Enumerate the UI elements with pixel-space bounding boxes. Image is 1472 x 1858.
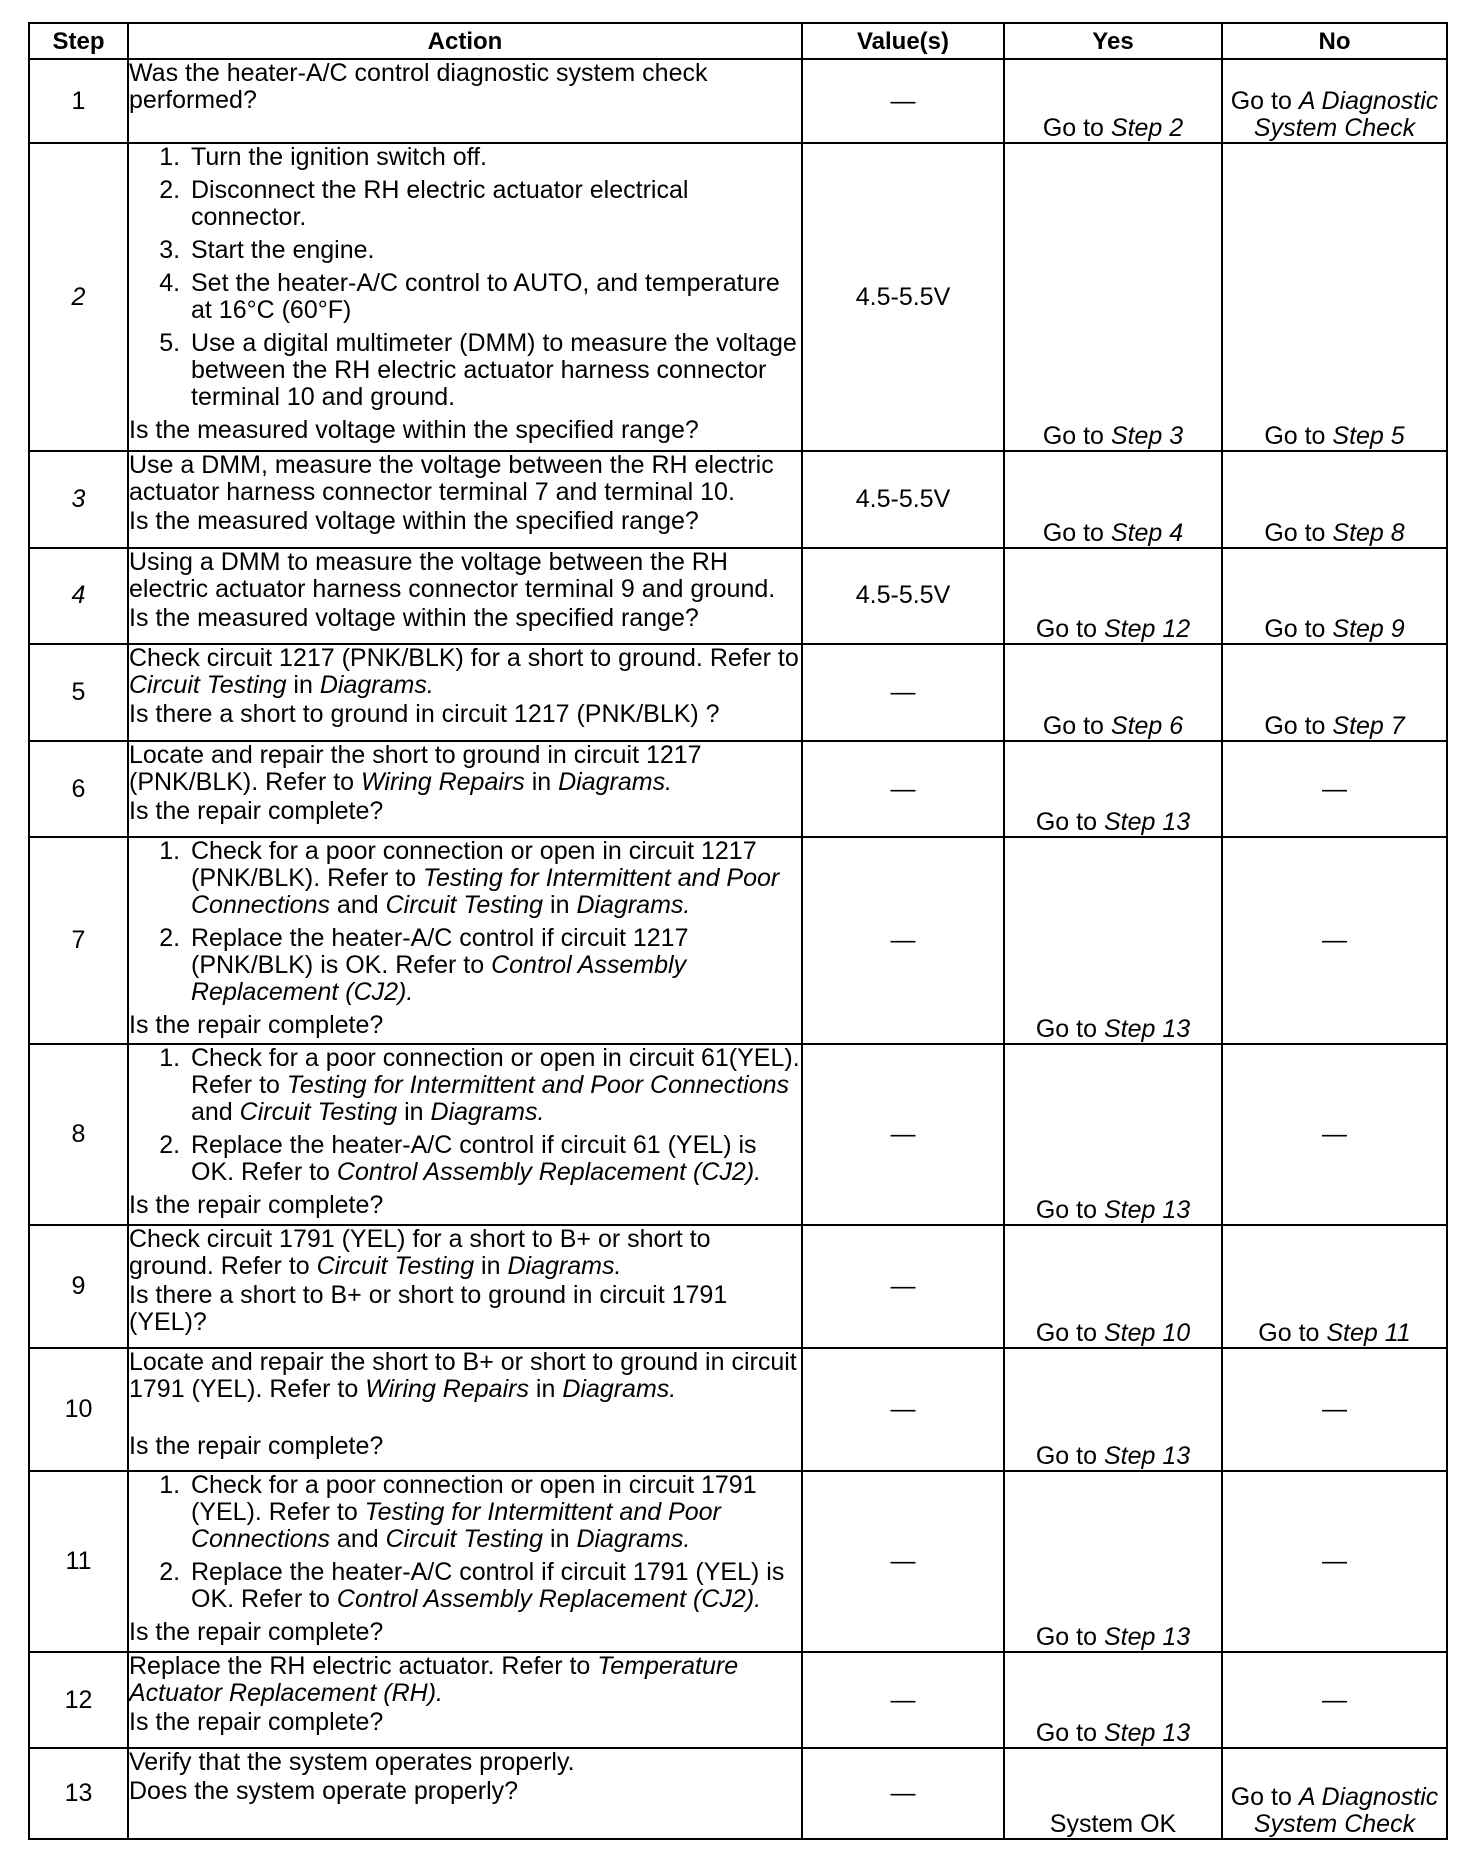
list-item-text: Check for a poor connection or open in circuit 61(YEL). Refer to (191, 1044, 800, 1100)
reference-link: Testing for Intermittent and Poor Connections (191, 1497, 721, 1553)
no-cell (1222, 59, 1447, 143)
action-text (129, 645, 801, 699)
action-text-part: in (286, 671, 320, 700)
list-item-text: in (543, 1524, 577, 1553)
step-number: 5 (29, 644, 128, 741)
list-item (187, 838, 801, 919)
value-cell: 4.5-5.5V (802, 451, 1004, 548)
action-cell (128, 548, 802, 645)
action-cell (128, 1044, 802, 1225)
action-cell (128, 1225, 802, 1348)
value-cell: — (802, 1471, 1004, 1652)
value-cell: — (802, 837, 1004, 1044)
value-cell: 4.5-5.5V (802, 143, 1004, 451)
action-text-part: in (528, 1375, 563, 1404)
no-ref: Step 9 (1332, 615, 1405, 644)
no-cell (1222, 1225, 1447, 1348)
reference-link: Diagrams. (507, 1252, 622, 1281)
list-item: 1. Turn the ignition switch off. (187, 144, 801, 171)
action-text-part: in (524, 767, 559, 796)
no-cell: — (1222, 741, 1447, 838)
no-ref: Step 11 (1326, 1319, 1411, 1348)
yes-prefix: Go to (1042, 114, 1111, 143)
action-text: Verify that the system operates properly. (129, 1748, 575, 1777)
yes-prefix: Go to (1035, 1622, 1104, 1651)
yes-cell (1004, 143, 1222, 451)
table-row (29, 741, 1447, 838)
reference-link: Control Assembly Replacement (CJ2). (336, 1584, 762, 1613)
action-text: Was the heater-A/C control diagnostic system check performed? (129, 59, 708, 114)
yes-prefix: Go to (1035, 808, 1104, 837)
action-list (129, 144, 801, 411)
yes-ref: Step 12 (1103, 615, 1191, 644)
step-number: 11 (29, 1471, 128, 1652)
reference-link: Diagrams. (558, 767, 673, 796)
table-row (29, 1348, 1447, 1471)
action-question: Is the repair complete? (129, 1432, 384, 1461)
list-item-text: and (191, 1098, 240, 1127)
list-item-text: Check for a poor connection or open in circuit 1791 (YEL). Refer to (191, 1470, 757, 1526)
yes-ref: Step 13 (1103, 1015, 1191, 1044)
list-item: 4. Set the heater-A/C control to AUTO, and temperature at 16°C (60°F) (187, 270, 801, 324)
action-text (129, 1226, 801, 1280)
yes-ref: Step 13 (1103, 1196, 1191, 1225)
action-text-part: Locate and repair the short to B+ or short to ground in circuit 1791 (YEL). Refer to (129, 1348, 797, 1404)
yes-cell (1004, 1471, 1222, 1652)
action-question: Is the repair complete? (129, 796, 384, 825)
yes-prefix: Go to (1035, 1719, 1104, 1748)
action-text-part: Check circuit 1217 (PNK/BLK) for a short to ground. Refer to (129, 644, 799, 673)
action-text (129, 742, 801, 796)
action-text (129, 1653, 801, 1707)
reference-link: Diagrams. (430, 1098, 545, 1127)
step-number: 7 (29, 837, 128, 1044)
action-cell (128, 1348, 802, 1471)
step-number: 1 (29, 59, 128, 143)
action-cell (128, 644, 802, 741)
step-number: 12 (29, 1652, 128, 1749)
yes-prefix: Go to (1042, 711, 1111, 740)
no-cell: — (1222, 1348, 1447, 1471)
yes-cell (1004, 451, 1222, 548)
no-cell: — (1222, 1652, 1447, 1749)
yes-cell (1004, 1225, 1222, 1348)
no-ref: A Diagnostic System Check (1253, 87, 1439, 143)
value-cell: — (802, 1348, 1004, 1471)
table-row (29, 1748, 1447, 1839)
step-number: 8 (29, 1044, 128, 1225)
table-row (29, 837, 1447, 1044)
diagnostic-table (28, 22, 1448, 1840)
list-item (187, 1559, 801, 1613)
table-row (29, 1471, 1447, 1652)
no-cell (1222, 644, 1447, 741)
list-item (187, 925, 801, 1006)
no-prefix: Go to (1258, 1319, 1327, 1348)
step-number: 9 (29, 1225, 128, 1348)
reference-link: Testing for Intermittent and Poor Connections (191, 864, 780, 920)
yes-ref: Step 6 (1110, 711, 1184, 740)
action-question: Does the system operate properly? (129, 1777, 519, 1806)
no-cell (1222, 451, 1447, 548)
yes-cell (1004, 1348, 1222, 1471)
yes-cell (1004, 644, 1222, 741)
action-cell (128, 837, 802, 1044)
action-question: Is the measured voltage within the specified range? (129, 603, 699, 632)
table-row (29, 143, 1447, 451)
action-cell (128, 741, 802, 838)
yes-cell (1004, 1652, 1222, 1749)
yes-ref: Step 2 (1110, 114, 1184, 143)
yes-prefix: Go to (1035, 1441, 1104, 1470)
table-row (29, 1225, 1447, 1348)
value-cell: — (802, 59, 1004, 143)
spacer (129, 1403, 801, 1431)
yes-cell (1004, 741, 1222, 838)
yes-ref: Step 13 (1103, 808, 1191, 837)
action-question: Is the repair complete? (129, 1011, 384, 1040)
yes-ref: Step 3 (1110, 422, 1184, 451)
list-item-text: Replace the heater-A/C control if circuit 1791 (YEL) is OK. Refer to (191, 1557, 785, 1613)
list-item: 3. Start the engine. (187, 237, 801, 264)
reference-link: Temperature Actuator Replacement (RH). (129, 1651, 739, 1707)
reference-link: Diagrams. (576, 1524, 691, 1553)
no-prefix: Go to (1264, 518, 1333, 547)
action-cell (128, 1471, 802, 1652)
action-list (129, 838, 801, 1006)
action-list (129, 1472, 801, 1613)
yes-prefix: Go to (1035, 1319, 1104, 1348)
table-row (29, 548, 1447, 645)
list-item (187, 1132, 801, 1186)
reference-link: Control Assembly Replacement (CJ2). (191, 951, 687, 1007)
step-number: 2 (29, 143, 128, 451)
step-number: 4 (29, 548, 128, 645)
list-item-text: Replace the heater-A/C control if circuit 61 (YEL) is OK. Refer to (191, 1131, 757, 1187)
yes-ref: Step 13 (1103, 1441, 1191, 1470)
list-item (187, 1045, 801, 1126)
reference-link: Diagrams. (576, 891, 691, 920)
action-cell (128, 1652, 802, 1749)
reference-link: Wiring Repairs (365, 1375, 529, 1404)
no-ref: Step 7 (1332, 711, 1405, 740)
no-cell (1222, 1748, 1447, 1839)
no-ref: Step 5 (1332, 422, 1405, 451)
step-number: 10 (29, 1348, 128, 1471)
reference-link: Wiring Repairs (361, 767, 525, 796)
reference-link: Control Assembly Replacement (CJ2). (336, 1158, 762, 1187)
no-cell (1222, 548, 1447, 645)
step-number: 6 (29, 741, 128, 838)
header-yes: Yes (1004, 23, 1222, 59)
action-text (129, 1349, 801, 1403)
yes-ref: Step 13 (1103, 1719, 1191, 1748)
no-prefix: Go to (1264, 711, 1333, 740)
table-row (29, 644, 1447, 741)
value-cell: — (802, 741, 1004, 838)
list-item: 2. Disconnect the RH electric actuator electrical connector. (187, 177, 801, 231)
action-text-part: in (474, 1252, 508, 1281)
reference-link: Circuit Testing (316, 1252, 475, 1281)
table-row (29, 59, 1447, 143)
no-cell: — (1222, 1471, 1447, 1652)
action-question: Is the measured voltage within the specified range? (129, 416, 699, 445)
action-list (129, 1045, 801, 1186)
list-item-text: Check for a poor connection or open in circuit 1217 (PNK/BLK). Refer to (191, 837, 757, 893)
header-no: No (1222, 23, 1447, 59)
value-cell: — (802, 1748, 1004, 1839)
yes-cell (1004, 837, 1222, 1044)
reference-link: Testing for Intermittent and Poor Connections (286, 1071, 790, 1100)
yes-cell: System OK (1004, 1748, 1222, 1839)
step-number: 3 (29, 451, 128, 548)
reference-link: Circuit Testing (129, 671, 287, 700)
action-question: Is the measured voltage within the specified range? (129, 507, 699, 536)
list-item-text: Replace the heater-A/C control if circuit 1217 (PNK/BLK) is OK. Refer to (191, 924, 689, 980)
action-question: Is there a short to B+ or short to ground in circuit 1791 (YEL)? (129, 1281, 728, 1337)
value-cell: — (802, 1225, 1004, 1348)
action-text: Using a DMM to measure the voltage between the RH electric actuator harness connector terminal 9 and ground. (129, 547, 776, 603)
no-prefix: Go to (1264, 422, 1333, 451)
no-cell: — (1222, 837, 1447, 1044)
table-row (29, 1652, 1447, 1749)
list-item (187, 1472, 801, 1553)
action-text-part: Replace the RH electric actuator. Refer to (129, 1651, 598, 1680)
yes-prefix: Go to (1035, 615, 1104, 644)
no-ref: A Diagnostic System Check (1253, 1783, 1439, 1838)
action-cell (128, 1748, 802, 1839)
yes-ref: Step 13 (1103, 1622, 1191, 1651)
table-row (29, 451, 1447, 548)
action-question: Is the repair complete? (129, 1617, 384, 1646)
action-text: Use a DMM, measure the voltage between the RH electric actuator harness connector terminal 7 and terminal 10. (129, 451, 774, 507)
reference-link: Circuit Testing (385, 891, 544, 920)
value-cell: — (802, 644, 1004, 741)
list-item-text: and (329, 1524, 386, 1553)
value-cell: 4.5-5.5V (802, 548, 1004, 645)
action-cell (128, 59, 802, 143)
action-cell (128, 451, 802, 548)
yes-cell (1004, 548, 1222, 645)
yes-prefix: Go to (1035, 1196, 1104, 1225)
value-cell: — (802, 1652, 1004, 1749)
table-row (29, 1044, 1447, 1225)
no-prefix: Go to (1230, 1783, 1299, 1811)
action-text-part: Locate and repair the short to ground in circuit 1217 (PNK/BLK). Refer to (129, 740, 702, 796)
reference-link: Circuit Testing (239, 1098, 398, 1127)
yes-cell (1004, 1044, 1222, 1225)
reference-link: Diagrams. (319, 671, 434, 700)
yes-ref: Step 4 (1110, 518, 1184, 547)
list-item-text: and (329, 891, 386, 920)
yes-ref: Step 10 (1103, 1319, 1191, 1348)
header-row (29, 23, 1447, 59)
reference-link: Diagrams. (562, 1375, 677, 1404)
action-question: Is there a short to ground in circuit 1217 (PNK/BLK) ? (129, 700, 720, 729)
reference-link: Circuit Testing (385, 1524, 544, 1553)
header-step: Step (29, 23, 128, 59)
yes-cell (1004, 59, 1222, 143)
no-prefix: Go to (1230, 87, 1299, 116)
list-item: 5. Use a digital multimeter (DMM) to measure the voltage between the RH electric actuator harness connector terminal 10 and ground. (187, 330, 801, 411)
yes-prefix: Go to (1035, 1015, 1104, 1044)
no-cell (1222, 143, 1447, 451)
list-item-text: in (397, 1098, 431, 1127)
yes-prefix: Go to (1042, 422, 1111, 451)
action-cell (128, 143, 802, 451)
step-number: 13 (29, 1748, 128, 1839)
header-values: Value(s) (802, 23, 1004, 59)
no-cell: — (1222, 1044, 1447, 1225)
no-prefix: Go to (1264, 615, 1333, 644)
yes-prefix: Go to (1042, 518, 1111, 547)
header-action: Action (128, 23, 802, 59)
action-question: Is the repair complete? (129, 1707, 384, 1736)
action-text-part: Check circuit 1791 (YEL) for a short to B+ or short to ground. Refer to (129, 1225, 711, 1281)
list-item-text: in (543, 891, 577, 920)
value-cell: — (802, 1044, 1004, 1225)
action-question: Is the repair complete? (129, 1191, 384, 1220)
no-ref: Step 8 (1332, 518, 1405, 547)
